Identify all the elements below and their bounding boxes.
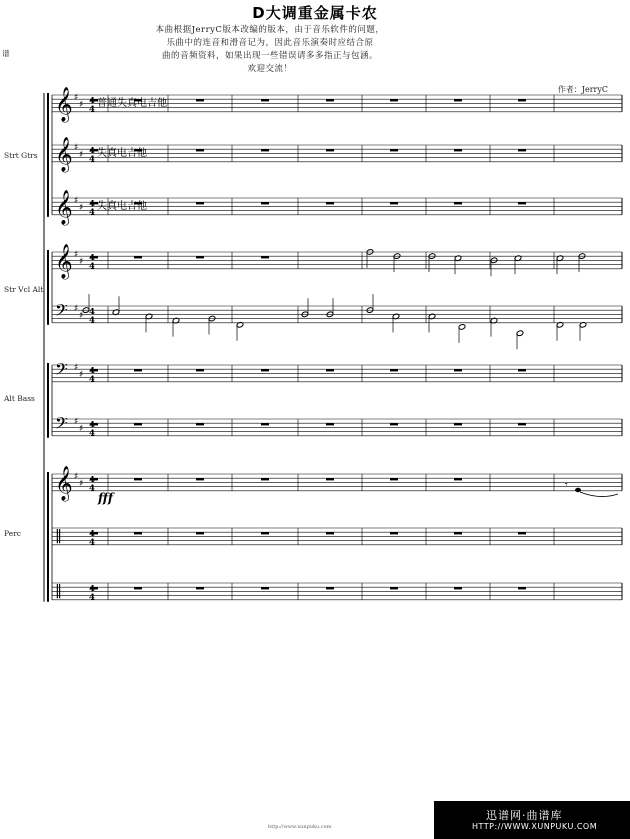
staff — [52, 244, 622, 280]
treble-clef-icon: 𝄞 — [55, 190, 73, 225]
sharp-icon: ♯ — [74, 472, 79, 482]
barlines — [44, 93, 622, 602]
half-note — [366, 249, 374, 268]
treble-clef-icon: 𝄞 — [55, 87, 73, 122]
bass-clef-icon: 𝄢 — [55, 359, 68, 383]
whole-rest-icon — [90, 369, 98, 371]
whole-rest-icon — [326, 423, 334, 425]
whole-rest-icon — [261, 369, 269, 371]
whole-rest-icon — [261, 423, 269, 425]
whole-rest-icon — [261, 202, 269, 204]
whole-rest-icon — [390, 423, 398, 425]
time-signature-bottom: 4 — [89, 207, 95, 218]
whole-rest-icon — [261, 149, 269, 151]
whole-rest-icon — [454, 149, 462, 151]
instrument-label: Str Vcl Alt — [4, 285, 44, 294]
whole-rest-icon — [326, 532, 334, 534]
sharp-icon: ♯ — [74, 363, 79, 373]
intro-line: 乐曲中的连音和滑音记为，因此音乐演奏时应结合原 — [166, 38, 374, 48]
whole-rest-icon — [390, 99, 398, 101]
whole-rest-icon — [518, 99, 526, 101]
whole-rest-icon — [518, 369, 526, 371]
instrument-label: Strt Gtrs — [4, 151, 38, 160]
whole-rest-icon — [326, 202, 334, 204]
footer-url: http://www.xunpuku.com — [268, 824, 332, 830]
time-signature-bottom: 4 — [89, 315, 95, 326]
whole-rest-icon — [261, 532, 269, 534]
whole-rest-icon — [518, 587, 526, 589]
watermark-logo — [434, 801, 630, 839]
whole-rest-icon — [518, 423, 526, 425]
sharp-icon: ♯ — [74, 93, 79, 103]
side-label-top: 谱 — [2, 49, 10, 58]
time-signature-bottom: 4 — [89, 537, 95, 548]
whole-rest-icon — [454, 202, 462, 204]
whole-rest-icon — [134, 423, 142, 425]
whole-rest-icon — [326, 99, 334, 101]
half-note — [490, 257, 498, 276]
staff — [52, 413, 622, 439]
staff-group — [52, 87, 622, 603]
whole-rest-icon — [261, 256, 269, 258]
whole-rest-icon — [390, 478, 398, 480]
half-note — [490, 317, 498, 336]
whole-rest-icon — [390, 202, 398, 204]
whole-rest-icon — [134, 256, 142, 258]
whole-rest-icon — [196, 587, 204, 589]
treble-clef-icon: 𝄞 — [55, 466, 73, 501]
instrument-label: Alt Bass — [4, 394, 35, 403]
eighth-rest-icon: 𝄾 — [565, 480, 568, 491]
whole-rest-icon — [261, 587, 269, 589]
treble-clef-icon: 𝄞 — [55, 137, 73, 172]
whole-rest-icon — [518, 532, 526, 534]
whole-rest-icon — [90, 587, 98, 589]
staff — [52, 300, 622, 326]
time-signature-bottom: 4 — [89, 261, 95, 272]
half-note — [578, 253, 586, 272]
whole-rest-icon — [454, 478, 462, 480]
sharp-icon: ♯ — [79, 150, 84, 160]
time-signature-bottom: 4 — [89, 154, 95, 165]
half-note — [516, 330, 524, 349]
time-signature-top: 4 — [89, 307, 95, 317]
intro-line: 欢迎交流！ — [247, 64, 293, 74]
note-head — [575, 488, 581, 492]
staff — [52, 359, 622, 385]
half-note — [172, 317, 180, 336]
watermark-line2: HTTP://WWW.XUNPUKU.COM — [472, 822, 598, 831]
time-signature-bottom: 4 — [89, 483, 95, 494]
whole-rest-icon — [261, 478, 269, 480]
watermark-line1: 迅谱网·曲谱库 — [486, 809, 563, 822]
sharp-icon: ♯ — [79, 370, 84, 380]
sharp-icon: ♯ — [74, 250, 79, 260]
bass-clef-icon: 𝄢 — [55, 413, 68, 437]
half-note — [556, 322, 564, 341]
half-note — [579, 322, 587, 341]
perc-clef-icon: ‖ — [55, 583, 62, 599]
half-note — [236, 322, 244, 341]
whole-rest-icon — [134, 369, 142, 371]
whole-rest-icon — [326, 587, 334, 589]
composer-credit: 作者：JerryC — [557, 85, 608, 94]
staff — [52, 466, 622, 502]
sharp-icon: ♯ — [74, 304, 79, 314]
whole-rest-icon — [390, 149, 398, 151]
half-note — [458, 324, 466, 343]
half-note — [393, 253, 401, 272]
whole-rest-icon — [196, 369, 204, 371]
perc-clef-icon: ‖ — [55, 528, 62, 544]
sharp-icon: ♯ — [79, 311, 84, 321]
half-note — [428, 253, 436, 272]
time-signature-bottom: 4 — [89, 374, 95, 385]
time-signature-bottom: 4 — [89, 592, 95, 603]
whole-rest-icon — [90, 423, 98, 425]
whole-rest-icon — [134, 532, 142, 534]
whole-rest-icon — [326, 369, 334, 371]
intro-line: 曲的音频资料，如果出现一些错误请多多指正与包涵。 — [161, 51, 378, 61]
whole-rest-icon — [196, 149, 204, 151]
intro-line: 本曲根据JerryC版本改编的版本，由于音乐软件的问题， — [155, 25, 385, 35]
whole-rest-icon — [196, 423, 204, 425]
whole-rest-icon — [454, 587, 462, 589]
staff — [52, 528, 622, 548]
whole-rest-icon — [454, 423, 462, 425]
whole-rest-icon — [390, 369, 398, 371]
sharp-icon: ♯ — [74, 143, 79, 153]
whole-rest-icon — [326, 149, 334, 151]
instrument-label: Perc — [4, 529, 21, 538]
sharp-icon: ♯ — [79, 203, 84, 213]
whole-rest-icon — [134, 587, 142, 589]
sharp-icon: ♯ — [79, 479, 84, 489]
dynamic-mark: fff — [98, 491, 114, 505]
tie — [580, 492, 618, 497]
whole-rest-icon — [518, 202, 526, 204]
whole-rest-icon — [196, 256, 204, 258]
whole-rest-icon — [261, 99, 269, 101]
whole-rest-icon — [454, 369, 462, 371]
sharp-icon: ♯ — [74, 196, 79, 206]
staff — [52, 583, 622, 603]
treble-clef-icon: 𝄞 — [55, 244, 73, 279]
whole-rest-icon — [326, 478, 334, 480]
time-signature-bottom: 4 — [89, 428, 95, 439]
time-signature-bottom: 4 — [89, 104, 95, 115]
whole-rest-icon — [196, 478, 204, 480]
sharp-icon: ♯ — [79, 424, 84, 434]
staff-text: 失真电吉他 — [97, 201, 147, 212]
whole-rest-icon — [518, 149, 526, 151]
whole-rest-icon — [196, 202, 204, 204]
whole-rest-icon — [454, 99, 462, 101]
whole-rest-icon — [196, 99, 204, 101]
staff-text: 普通失真电吉他 — [97, 98, 167, 109]
whole-rest-icon — [134, 478, 142, 480]
half-note — [208, 315, 216, 334]
whole-rest-icon — [90, 478, 98, 480]
sharp-icon: ♯ — [79, 100, 84, 110]
staff-labels — [3, 96, 167, 538]
whole-rest-icon — [390, 587, 398, 589]
whole-rest-icon — [454, 532, 462, 534]
sharp-icon: ♯ — [74, 417, 79, 427]
whole-rest-icon — [196, 532, 204, 534]
whole-rest-icon — [90, 256, 98, 258]
sharp-icon: ♯ — [79, 257, 84, 267]
notes — [82, 99, 618, 589]
bass-clef-icon: 𝄢 — [55, 300, 68, 324]
whole-rest-icon — [90, 532, 98, 534]
staff-text: 失真电吉他 — [97, 148, 147, 159]
whole-rest-icon — [390, 532, 398, 534]
score-title: D大调重金属卡农 — [252, 4, 378, 22]
